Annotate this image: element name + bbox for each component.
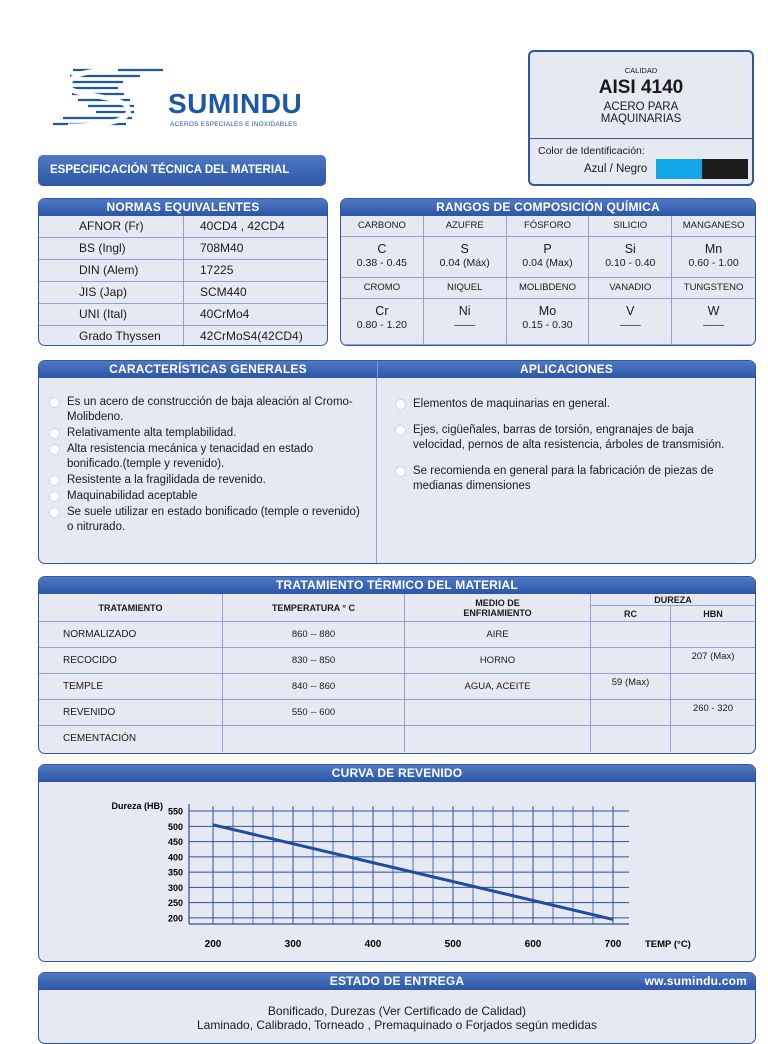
bullet-icon bbox=[49, 475, 60, 486]
header-medio-2: ENFRIAMIENTO bbox=[463, 608, 532, 618]
element-symbol: S bbox=[460, 242, 469, 256]
bullet-icon bbox=[395, 399, 406, 410]
tratamiento-panel bbox=[38, 576, 756, 754]
x-tick-label: 600 bbox=[524, 939, 542, 950]
element-symbol: P bbox=[543, 242, 552, 256]
y-tick-label: 200 bbox=[167, 913, 183, 924]
x-tick-label: 200 bbox=[204, 939, 222, 950]
normas-header: NORMAS EQUIVALENTES bbox=[39, 199, 327, 216]
treatment-medio bbox=[405, 700, 591, 726]
y-tick-label: 550 bbox=[167, 806, 183, 817]
list-item-text: Ejes, cigüeñales, barras de torsión, engranajes de baja velocidad, pernos de alta resistencia, árboles de transmisión. bbox=[413, 424, 725, 451]
id-value: Azul / Negro bbox=[584, 163, 648, 175]
treatment-rc bbox=[591, 648, 671, 674]
norma-row bbox=[39, 260, 327, 282]
element-name: SILICIO bbox=[589, 216, 671, 237]
x-tick-label: 700 bbox=[604, 939, 622, 950]
normas-table bbox=[39, 216, 327, 346]
caracteristicas-panel bbox=[38, 360, 756, 564]
list-item bbox=[49, 395, 369, 425]
bullet-icon bbox=[395, 425, 406, 436]
company-logo bbox=[48, 64, 328, 134]
bullet-icon bbox=[49, 444, 60, 455]
norma-standard: JIS (Jap) bbox=[39, 282, 184, 303]
element-symbol: C bbox=[377, 242, 387, 256]
composicion-header: RANGOS DE COMPOSICIÓN QUÍMICA bbox=[341, 199, 755, 216]
norma-value: 17225 bbox=[200, 263, 234, 277]
id-label: Color de Identificación: bbox=[538, 145, 645, 157]
treatment-rc bbox=[591, 726, 671, 752]
website-link[interactable]: ww.sumindu.com bbox=[644, 974, 747, 988]
element-cell bbox=[507, 216, 590, 278]
list-item bbox=[395, 423, 747, 453]
element-range: —— bbox=[703, 319, 725, 331]
element-name: CARBONO bbox=[341, 216, 423, 237]
y-tick-label: 500 bbox=[167, 821, 183, 832]
element-cell bbox=[424, 278, 507, 345]
list-item-text: Maquinabilidad aceptable bbox=[67, 490, 198, 502]
treatment-medio: AIRE bbox=[405, 622, 591, 648]
element-name: TUNGSTENO bbox=[672, 278, 755, 299]
list-item bbox=[49, 442, 369, 472]
quality-label: CALIDAD bbox=[624, 66, 658, 75]
brand-name: SUMINDU bbox=[168, 88, 303, 119]
norma-value: 708M40 bbox=[200, 241, 244, 255]
logo-mark-icon bbox=[48, 64, 168, 130]
id-color-black bbox=[702, 159, 748, 179]
composicion-grid bbox=[341, 216, 755, 345]
element-symbol: Mo bbox=[538, 304, 557, 318]
treatment-medio bbox=[405, 726, 591, 752]
caracteristicas-header: CARACTERÍSTICAS GENERALES bbox=[39, 361, 377, 378]
norma-standard: DIN (Alem) bbox=[39, 260, 184, 281]
list-item-text: Elementos de maquinarias en general. bbox=[413, 398, 610, 410]
treatment-temp: 840 -- 860 bbox=[223, 674, 405, 700]
element-cell bbox=[672, 216, 755, 278]
element-cell bbox=[341, 216, 424, 278]
header-temperatura: TEMPERATURA ° C bbox=[223, 594, 405, 622]
treatment-name: CEMENTACIÓN bbox=[39, 726, 223, 752]
tratamiento-header: TRATAMIENTO TÉRMICO DEL MATERIAL bbox=[39, 577, 755, 594]
quality-box bbox=[528, 50, 754, 186]
list-item bbox=[49, 505, 369, 535]
norma-standard: UNI (Ital) bbox=[39, 304, 184, 325]
treatment-hbn: 207 (Max) bbox=[671, 648, 755, 674]
norma-value: 42CrMoS4(42CD4) bbox=[200, 329, 303, 343]
treatment-hbn bbox=[671, 726, 755, 752]
element-cell bbox=[424, 216, 507, 278]
element-name: VANADIO bbox=[589, 278, 671, 299]
norma-standard: Grado Thyssen bbox=[39, 326, 184, 346]
element-name: MANGANESO bbox=[672, 216, 755, 237]
x-axis-label: TEMP (°C) bbox=[645, 939, 691, 950]
element-symbol: Cr bbox=[375, 304, 389, 318]
norma-value: 40CD4 , 42CD4 bbox=[200, 219, 285, 233]
norma-standard: BS (Ingl) bbox=[39, 238, 184, 259]
norma-row bbox=[39, 304, 327, 326]
element-name: FÓSFORO bbox=[507, 216, 589, 237]
spec-title-bar bbox=[38, 155, 326, 186]
header-hbn: HBN bbox=[671, 606, 755, 622]
quality-grade: AISI 4140 bbox=[598, 77, 684, 98]
caracteristicas-list bbox=[49, 395, 369, 536]
y-axis-label: Dureza (HB) bbox=[111, 801, 163, 811]
treatment-temp: 860 -- 880 bbox=[223, 622, 405, 648]
element-range: 0.80 - 1.20 bbox=[356, 319, 407, 331]
norma-row bbox=[39, 282, 327, 304]
header-rc: RC bbox=[591, 606, 671, 622]
curva-panel bbox=[38, 764, 756, 962]
norma-value: 40CrMo4 bbox=[200, 307, 250, 321]
element-symbol: W bbox=[707, 304, 720, 318]
treatment-name: NORMALIZADO bbox=[39, 622, 223, 648]
y-tick-label: 400 bbox=[167, 852, 183, 863]
element-name: NIQUEL bbox=[424, 278, 506, 299]
element-symbol: Mn bbox=[704, 242, 723, 256]
treatment-rc bbox=[591, 700, 671, 726]
treatment-name: TEMPLE bbox=[39, 674, 223, 700]
bullet-icon bbox=[49, 507, 60, 518]
element-symbol: Si bbox=[624, 242, 636, 256]
treatment-hbn bbox=[671, 674, 755, 700]
treatment-temp: 550 -- 600 bbox=[223, 700, 405, 726]
element-range: —— bbox=[454, 319, 476, 331]
list-item bbox=[49, 473, 369, 488]
element-name: CROMO bbox=[341, 278, 423, 299]
element-cell bbox=[507, 278, 590, 345]
treatment-hbn bbox=[671, 622, 755, 648]
list-item bbox=[395, 464, 747, 494]
bullet-icon bbox=[49, 428, 60, 439]
tratamiento-table bbox=[39, 594, 755, 753]
element-symbol: Ni bbox=[458, 304, 471, 318]
treatment-temp bbox=[223, 726, 405, 752]
treatment-name: RECOCIDO bbox=[39, 648, 223, 674]
treatment-medio: HORNO bbox=[405, 648, 591, 674]
element-range: 0.15 - 0.30 bbox=[522, 319, 573, 331]
list-item-text: Relativamente alta templabilidad. bbox=[67, 427, 237, 439]
norma-row bbox=[39, 326, 327, 346]
x-tick-label: 400 bbox=[364, 939, 382, 950]
y-tick-label: 350 bbox=[167, 867, 183, 878]
entrega-panel bbox=[38, 972, 756, 1044]
element-name: MOLIBDENO bbox=[507, 278, 589, 299]
element-name: AZUFRE bbox=[424, 216, 506, 237]
normas-panel bbox=[38, 198, 328, 346]
x-tick-label: 300 bbox=[284, 939, 302, 950]
element-cell bbox=[341, 278, 424, 345]
list-item-text: Alta resistencia mecánica y tenacidad en estado bonificado.(temple y revenido). bbox=[67, 443, 314, 470]
element-range: 0.04 (Max) bbox=[522, 257, 573, 269]
spec-title: ESPECIFICACIÓN TÉCNICA DEL MATERIAL bbox=[50, 164, 290, 176]
x-tick-label: 500 bbox=[444, 939, 462, 950]
quality-desc-1: ACERO PARA bbox=[603, 101, 679, 113]
curva-header: CURVA DE REVENIDO bbox=[39, 765, 755, 782]
list-item bbox=[49, 426, 369, 441]
element-range: —— bbox=[619, 319, 641, 331]
aplicaciones-list bbox=[395, 397, 747, 505]
element-cell bbox=[589, 278, 672, 345]
quality-desc-2: MAQUINARIAS bbox=[600, 113, 682, 125]
entrega-line-2: Laminado, Calibrado, Torneado , Premaquinado o Forjados según medidas bbox=[196, 1018, 598, 1032]
bullet-icon bbox=[49, 397, 60, 408]
norma-row bbox=[39, 216, 327, 238]
treatment-temp: 830 -- 850 bbox=[223, 648, 405, 674]
y-tick-label: 300 bbox=[167, 882, 183, 893]
aplicaciones-header: APLICACIONES bbox=[377, 361, 755, 378]
treatment-name: REVENIDO bbox=[39, 700, 223, 726]
header-medio bbox=[405, 594, 591, 622]
entrega-title: ESTADO DE ENTREGA bbox=[329, 974, 465, 988]
norma-standard: AFNOR (Fr) bbox=[39, 216, 184, 237]
element-range: 0.60 - 1.00 bbox=[688, 257, 739, 269]
list-item-text: Se recomienda en general para la fabricación de piezas de medianas dimensiones bbox=[413, 465, 714, 492]
y-tick-label: 450 bbox=[167, 837, 183, 848]
treatment-rc: 59 (Max) bbox=[591, 674, 671, 700]
list-item bbox=[395, 397, 747, 412]
bullet-icon bbox=[49, 491, 60, 502]
y-tick-label: 250 bbox=[167, 898, 183, 909]
header-medio-1: MEDIO DE bbox=[475, 598, 520, 608]
header-dureza: DUREZA bbox=[591, 594, 755, 606]
element-cell bbox=[589, 216, 672, 278]
treatment-hbn: 260 - 320 bbox=[671, 700, 755, 726]
element-range: 0.10 - 0.40 bbox=[605, 257, 656, 269]
entrega-header bbox=[39, 973, 755, 990]
composicion-panel bbox=[340, 198, 756, 346]
element-cell bbox=[672, 278, 755, 345]
treatment-rc bbox=[591, 622, 671, 648]
list-item bbox=[49, 489, 369, 504]
element-range: 0.38 - 0.45 bbox=[356, 257, 407, 269]
treatment-medio: AGUA, ACEITE bbox=[405, 674, 591, 700]
element-symbol: V bbox=[626, 304, 635, 318]
list-item-text: Es un acero de construcción de baja aleación al Cromo-Molibdeno. bbox=[67, 396, 353, 423]
brand-tagline: ACEROS ESPECIALES E INOXIDABLES bbox=[170, 121, 298, 128]
list-item-text: Se suele utilizar en estado bonificado (temple o revenido) o nitrurado. bbox=[67, 506, 360, 533]
bullet-icon bbox=[395, 466, 406, 477]
list-item-text: Resistente a la fragilidada de revenido. bbox=[67, 474, 266, 486]
entrega-line-1: Bonificado, Durezas (Ver Certificado de Calidad) bbox=[267, 1004, 527, 1018]
header-tratamiento: TRATAMIENTO bbox=[39, 594, 223, 622]
norma-row bbox=[39, 238, 327, 260]
element-range: 0.04 (Máx) bbox=[439, 257, 490, 269]
norma-value: SCM440 bbox=[200, 285, 247, 299]
revenido-chart bbox=[39, 782, 755, 961]
id-color-blue bbox=[656, 159, 702, 179]
